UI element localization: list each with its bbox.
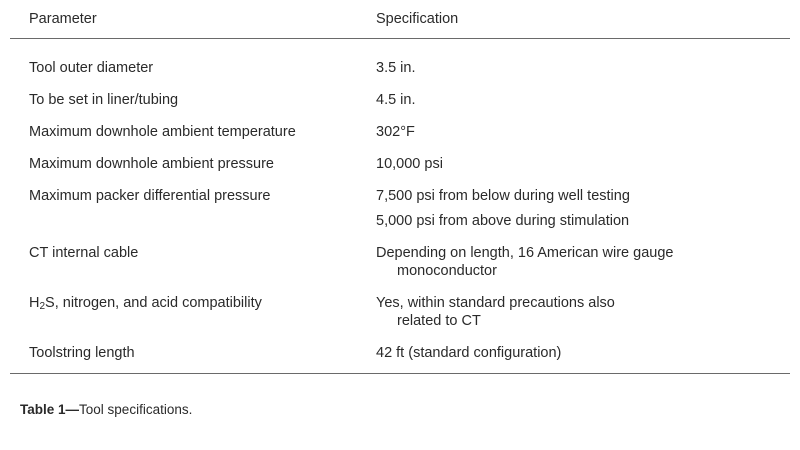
spec-cell	[357, 187, 790, 230]
spec-line: 42 ft (standard configuration)	[376, 345, 562, 361]
table-header	[10, 0, 790, 39]
param-text: S, nitrogen, and acid compatibility	[45, 295, 262, 311]
spec-line-continued: monoconductor	[397, 263, 497, 279]
table-body	[10, 39, 790, 369]
param-cell: To be set in liner/tubing	[29, 92, 179, 108]
spec-cell	[357, 59, 790, 77]
param-subscript: 2	[39, 301, 46, 312]
spec-line: 5,000 psi from above during stimulation	[376, 213, 630, 229]
spec-line: 4.5 in.	[376, 92, 416, 108]
param-cell	[10, 294, 357, 312]
table-row	[10, 52, 790, 84]
spec-line: Yes, within standard precautions also	[376, 295, 615, 311]
param-cell: CT internal cable	[29, 245, 139, 261]
table-row	[10, 287, 790, 337]
header-specification: Specification	[376, 11, 459, 27]
table-caption	[20, 402, 192, 417]
spec-cell	[357, 244, 790, 280]
table-row	[10, 116, 790, 148]
spec-cell	[357, 155, 790, 173]
caption-text: Tool specifications.	[79, 402, 193, 417]
spec-cell	[357, 91, 790, 109]
table-bottom-rule	[10, 373, 790, 374]
spec-line-continued: related to CT	[397, 313, 481, 329]
spec-cell	[357, 294, 790, 330]
table-row	[10, 84, 790, 116]
spec-line: 10,000 psi	[376, 156, 443, 172]
table-row	[10, 337, 790, 369]
spec-table	[10, 0, 790, 374]
table-row	[10, 180, 790, 237]
spec-cell	[357, 344, 790, 362]
header-parameter: Parameter	[29, 11, 97, 27]
spec-line: Depending on length, 16 American wire gauge	[376, 245, 674, 261]
param-cell: Maximum downhole ambient pressure	[29, 156, 274, 172]
param-cell: Toolstring length	[29, 345, 135, 361]
param-text: H	[29, 295, 40, 311]
caption-label: Table 1—	[20, 402, 80, 417]
param-cell: Maximum downhole ambient temperature	[29, 124, 296, 140]
table-row	[10, 237, 790, 287]
table-row	[10, 148, 790, 180]
spec-cell	[357, 123, 790, 141]
spec-line: 3.5 in.	[376, 60, 416, 76]
param-cell: Maximum packer differential pressure	[29, 188, 271, 204]
spec-line: 302°F	[376, 124, 415, 140]
spec-line: 7,500 psi from below during well testing	[376, 188, 630, 204]
param-cell: Tool outer diameter	[29, 60, 154, 76]
